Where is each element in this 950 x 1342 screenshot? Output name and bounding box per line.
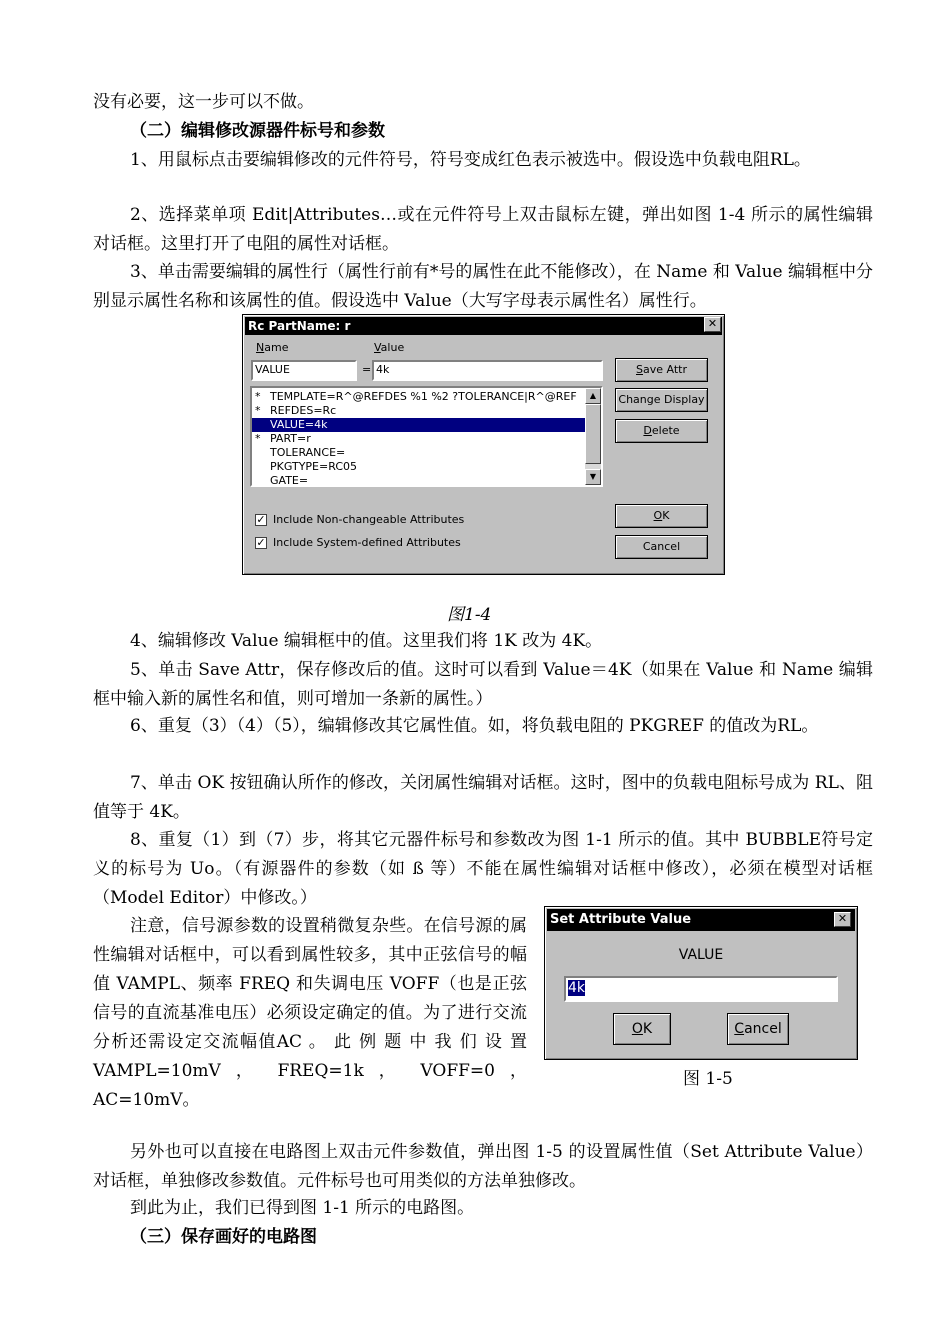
- attribute-star: *: [255, 390, 261, 403]
- change-display-button[interactable]: Change Display: [615, 388, 708, 412]
- attribute-row[interactable]: [252, 404, 601, 418]
- attribute-row[interactable]: [252, 460, 601, 474]
- paragraph: 注意，信号源参数的设置稍微复杂些。在信号源的属性编辑对话框中，可以看到属性较多，其中正弦信号的幅值 VAMPL、频率 FREQ 和失调电压 VOFF（也是正弦信号的直流基准电压）必须设定确定的值。为了进行交流分析还需设定交流幅值AC 。 此 例 题 中 我 们 设 置 VAMPL=10mV ， FREQ=1k ， VOFF=0 ， AC=10mV。: [93, 916, 527, 1110]
- attribute-edit-dialog: [242, 314, 725, 575]
- name-label: Name: [256, 341, 289, 354]
- paragraph: 8、重复（1）到（7）步，将其它元器件标号和参数改为图 1-1 所示的值。其中 BUBBLE符号定义的标号为 Uo。（有源器件的参数（如 ß 等）不能在属性编辑对话框中修改），必须在模型对话框（Model Editor）中修改。）: [93, 830, 873, 908]
- set-attribute-value-dialog: [544, 906, 858, 1060]
- attribute-row[interactable]: [252, 474, 601, 487]
- checkbox-system-defined[interactable]: ✓: [256, 536, 266, 549]
- paragraph: 5、单击 Save Attr，保存修改后的值。这时可以看到 Value＝4K（如果在 Value 和 Name 编辑框中输入新的属性名和值，则可增加一条新的属性。）: [93, 660, 873, 709]
- attribute-list[interactable]: [250, 386, 603, 487]
- attribute-text: PART=r: [270, 432, 311, 445]
- save-attr-button[interactable]: Save Attr: [615, 358, 708, 382]
- checkbox-system-defined-label: Include System-defined Attributes: [273, 536, 461, 549]
- scrollbar[interactable]: [585, 388, 601, 485]
- cancel-button[interactable]: Cancel: [727, 1013, 789, 1045]
- scroll-down-icon[interactable]: ▼: [585, 469, 601, 485]
- checkbox-non-changeable-label: Include Non-changeable Attributes: [273, 513, 465, 526]
- delete-button[interactable]: Delete: [615, 419, 708, 443]
- attribute-text: TEMPLATE=R^@REFDES %1 %2 ?TOLERANCE|R^@REF: [270, 390, 577, 403]
- paragraph: 1、用鼠标点击要编辑修改的元件符号，符号变成红色表示被选中。假设选中负载电阻RL。: [130, 150, 811, 170]
- ok-button[interactable]: OK: [613, 1013, 671, 1045]
- value-label: VALUE: [678, 947, 724, 963]
- scroll-thumb[interactable]: [585, 404, 601, 464]
- name-field[interactable]: VALUE: [251, 360, 357, 381]
- attribute-text: TOLERANCE=: [270, 446, 346, 459]
- paragraph: 7、单击 OK 按钮确认所作的修改，关闭属性编辑对话框。这时，图中的负载电阻标号成为 RL、阻值等于 4K。: [93, 773, 873, 822]
- value-label: Value: [374, 341, 405, 354]
- section-heading: （三）保存画好的电路图: [130, 1227, 317, 1247]
- attribute-text: REFDES=Rc: [270, 404, 337, 417]
- ok-button[interactable]: OK: [615, 504, 708, 528]
- paragraph: 没有必要，这一步可以不做。: [93, 92, 314, 112]
- paragraph: 另外也可以直接在电路图上双击元件参数值，弹出图 1-5 的设置属性值（Set Attribute Value）对话框，单独修改参数值。元件标号也可用类似的方法单独修改。: [93, 1142, 873, 1191]
- value-field[interactable]: 4k: [372, 360, 603, 381]
- attribute-row[interactable]: [252, 418, 601, 432]
- section-heading: （二）编辑修改源器件标号和参数: [130, 121, 385, 141]
- paragraph: 到此为止，我们已得到图 1-1 所示的电路图。: [130, 1198, 475, 1218]
- attribute-text: PKGTYPE=RC05: [270, 460, 357, 473]
- dialog-title: Set Attribute Value: [547, 909, 855, 931]
- close-icon[interactable]: ✕: [704, 317, 721, 332]
- attribute-row[interactable]: [252, 432, 601, 446]
- paragraph: 2、选择菜单项 Edit|Attributes…或在元件符号上双击鼠标左键，弹出如图 1-4 所示的属性编辑对话框。这里打开了电阻的属性对话框。: [93, 205, 873, 254]
- attribute-star: *: [255, 432, 261, 445]
- attribute-star: *: [255, 404, 261, 417]
- equals-sign: =: [362, 363, 372, 376]
- paragraph: 4、编辑修改 Value 编辑框中的值。这里我们将 1K 改为 4K。: [130, 631, 603, 651]
- attribute-text: VALUE=4k: [270, 418, 328, 431]
- paragraph: 3、单击需要编辑的属性行（属性行前有*号的属性在此不能修改），在 Name 和 Value 编辑框中分别显示属性名称和该属性的值。假设选中 Value（大写字母表示属性名）属性行。: [93, 262, 873, 311]
- figure-caption: 图 1-5: [683, 1069, 733, 1089]
- value-input[interactable]: 4k: [564, 976, 838, 1002]
- cancel-button[interactable]: Cancel: [615, 535, 708, 559]
- dialog-title: Rc PartName: r: [245, 317, 722, 335]
- attribute-text: GATE=: [270, 474, 309, 487]
- attribute-row[interactable]: [252, 446, 601, 460]
- scroll-up-icon[interactable]: ▲: [585, 388, 601, 404]
- paragraph: 6、重复（3）（4）（5），编辑修改其它属性值。如，将负载电阻的 PKGREF 的值改为RL。: [130, 716, 819, 736]
- figure-caption: 图1-4: [447, 605, 492, 625]
- attribute-row[interactable]: [252, 390, 601, 404]
- checkbox-non-changeable[interactable]: ✓: [256, 513, 266, 526]
- close-icon[interactable]: ✕: [834, 912, 851, 927]
